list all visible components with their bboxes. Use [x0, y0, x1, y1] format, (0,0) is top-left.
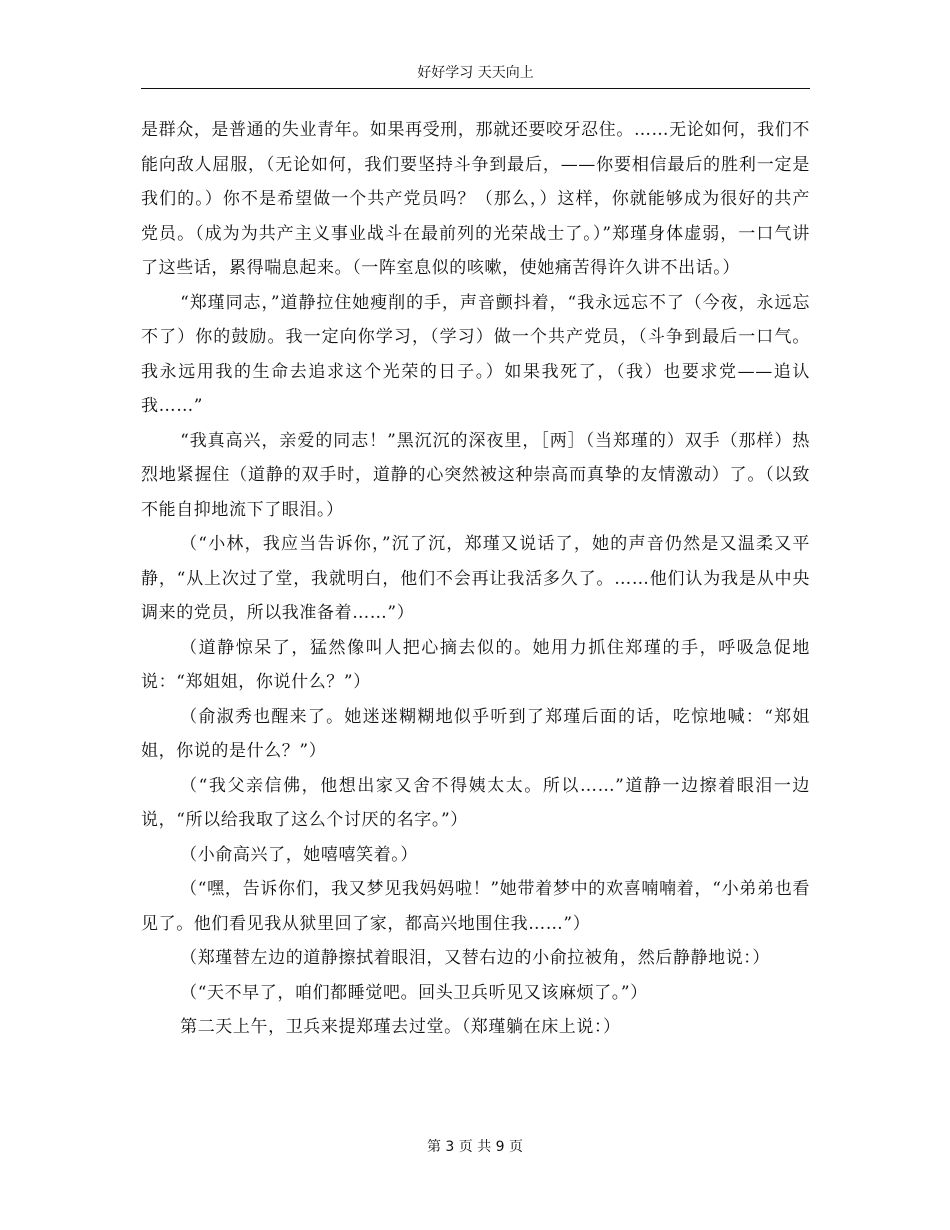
paragraph: （“天不早了，咱们都睡觉吧。回头卫兵听见又该麻烦了。”） — [180, 982, 648, 1003]
paragraph: （“嘿，告诉你们，我又梦见我妈妈啦！”她带着梦中的欢喜喃喃着，“小弟弟也看见了。他们看见我从狱里回了家，都高兴地围住我……”） — [141, 879, 810, 934]
paragraph: （小俞高兴了，她嘻嘻笑着。） — [180, 844, 418, 865]
paragraph: “郑瑾同志，”道静拉住她瘦削的手，声音颤抖着，“我永远忘不了（今夜，永远忘不了）你的鼓励。我一定向你学习，（学习）做一个共产党员，（斗争到最后一口气。我永远用我的生命去追求这个光荣的日子。）如果我死了，（我）也要求党——追认我……” — [141, 292, 810, 416]
paragraph: 第二天上午，卫兵来提郑瑾去过堂。（郑瑾躺在床上说：） — [180, 1017, 621, 1037]
paragraph: 是群众，是普通的失业青年。如果再受刑，那就还要咬牙忍住。……无论如何，我们不能向敌人屈服，（无论如何，我们要坚持斗争到最后，——你要相信最后的胜利一定是我们的。）你不是希望做一个共产党员吗？（那么，）这样，你就能够成为很好的共产党员。（成为为共产主义事业战斗在最前列的光荣战士了。）”郑瑾身体虚弱，一口气讲了这些话，累得喘息起来。（一阵室息似的咳嗽，使她痛苦得许久讲不出话。） — [141, 120, 810, 278]
paragraph: “我真高兴，亲爱的同志！”黑沉沉的深夜里，［两］（当郑瑾的）双手（那样）热烈地紧握住（道静的双手时，道静的心突然被这种崇高而真挚的友情激动）了。（以致不能自抑地流下了眼泪。） — [141, 430, 810, 520]
paragraph: （俞淑秀也醒来了。她迷迷糊糊地似乎听到了郑瑾后面的话，吃惊地喊：“郑姐姐，你说的是什么？”） — [141, 706, 810, 761]
page-footer: 第 3 页 共 9 页 — [426, 1139, 524, 1155]
paragraph: （郑瑾替左边的道静擦拭着眼泪，又替右边的小俞拉被角，然后静静地说：） — [180, 948, 770, 968]
page-header: 好好学习 天天向上 — [141, 62, 810, 89]
paragraph: （“我父亲信佛，他想出家又舍不得姨太太。所以……”道静一边擦着眼泪一边说，“所以给我取了这么个讨厌的名字。”） — [141, 775, 810, 830]
paragraph: （道静惊呆了，猛然像叫人把心摘去似的。她用力抓住郑瑾的手，呼吸急促地说：“郑姐姐，你说什么？”） — [141, 637, 810, 692]
body-text — [141, 113, 810, 1045]
paragraph: （“小林，我应当告诉你，”沉了沉，郑瑾又说话了，她的声音仍然是又温柔又平静，“从上次过了堂，我就明白，他们不会再让我活多久了。……他们认为我是从中央调来的党员，所以我准备着……”） — [141, 534, 810, 623]
